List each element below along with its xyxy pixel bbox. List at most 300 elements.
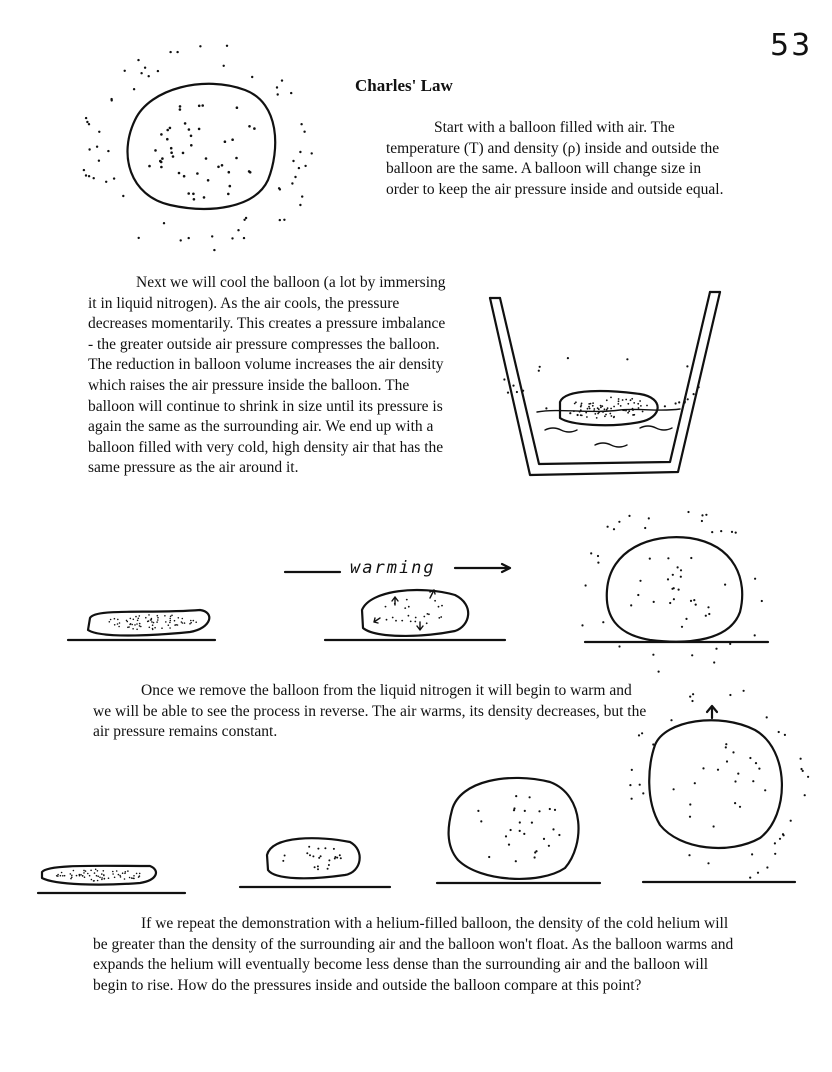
stipple-dot bbox=[754, 578, 756, 580]
stipple-dot bbox=[299, 151, 301, 153]
stipple-dot bbox=[620, 405, 622, 407]
stipple-dot bbox=[82, 875, 84, 877]
stipple-dot bbox=[317, 865, 319, 867]
stipple-dot bbox=[174, 624, 176, 626]
stipple-dot bbox=[127, 870, 129, 872]
stipple-dot bbox=[112, 871, 114, 873]
stipple-dot bbox=[618, 400, 620, 402]
stipple-dot bbox=[438, 617, 440, 619]
stipple-dot bbox=[317, 868, 319, 870]
stipple-dot bbox=[231, 237, 233, 239]
stipple-dot bbox=[687, 511, 689, 513]
stipple-dot bbox=[94, 872, 96, 874]
stipple-dot bbox=[243, 237, 245, 239]
stipple-dot bbox=[735, 532, 737, 534]
stipple-dot bbox=[515, 860, 517, 862]
stipple-dot bbox=[638, 407, 640, 409]
stipple-dot bbox=[684, 400, 686, 402]
stipple-dot bbox=[692, 693, 694, 695]
stipple-dot bbox=[103, 875, 105, 877]
stipple-dot bbox=[804, 794, 806, 796]
stipple-dot bbox=[138, 876, 140, 878]
stipple-dot bbox=[113, 177, 115, 179]
stipple-dot bbox=[166, 138, 169, 141]
stipple-dot bbox=[301, 195, 303, 197]
stipple-dot bbox=[139, 623, 141, 625]
stipple-dot bbox=[508, 844, 510, 846]
stipple-dot bbox=[90, 870, 92, 872]
stipple-dot bbox=[581, 403, 583, 405]
stipple-dot bbox=[507, 392, 509, 394]
stipple-dot bbox=[161, 157, 164, 160]
stipple-dot bbox=[120, 876, 122, 878]
stipple-dot bbox=[597, 555, 599, 557]
stipple-dot bbox=[179, 105, 182, 108]
stipple-dot bbox=[567, 357, 569, 359]
stipple-dot bbox=[228, 171, 231, 174]
stipple-dot bbox=[671, 588, 673, 590]
stipple-dot bbox=[190, 622, 192, 624]
stipple-dot bbox=[83, 169, 85, 171]
stipple-dot bbox=[71, 875, 73, 877]
stipple-dot bbox=[627, 412, 629, 414]
stipple-dot bbox=[646, 405, 648, 407]
stipple-dot bbox=[148, 614, 150, 616]
stipple-dot bbox=[193, 198, 196, 201]
stipple-dot bbox=[639, 784, 641, 786]
stipple-dot bbox=[423, 616, 425, 618]
stipple-dot bbox=[754, 634, 756, 636]
stipple-dot bbox=[597, 407, 599, 409]
stipple-dot bbox=[574, 403, 576, 405]
stipple-dot bbox=[406, 599, 408, 601]
stipple-dot bbox=[778, 731, 780, 733]
liquid-nitrogen-container bbox=[490, 292, 720, 475]
stipple-dot bbox=[488, 856, 490, 858]
warming-label: warming bbox=[350, 558, 436, 578]
stipple-dot bbox=[245, 217, 247, 219]
stipple-dot bbox=[118, 626, 120, 628]
stipple-dot bbox=[590, 552, 592, 554]
stipple-dot bbox=[251, 76, 253, 78]
stipple-dot bbox=[119, 622, 121, 624]
stipple-dot bbox=[153, 622, 155, 624]
stipple-dot bbox=[774, 853, 776, 855]
stipple-dot bbox=[160, 166, 163, 169]
stipple-dot bbox=[596, 417, 598, 419]
stipple-dot bbox=[648, 517, 650, 519]
stipple-dot bbox=[729, 643, 731, 645]
stipple-dot bbox=[685, 618, 687, 620]
stipple-dot bbox=[327, 868, 329, 870]
stipple-dot bbox=[631, 798, 633, 800]
stipple-dot bbox=[248, 170, 251, 173]
stipple-dot bbox=[782, 833, 784, 835]
stipple-dot bbox=[80, 874, 82, 876]
stipple-dot bbox=[114, 624, 116, 626]
stipple-dot bbox=[598, 412, 600, 414]
stipple-dot bbox=[631, 398, 633, 400]
stipple-dot bbox=[187, 192, 190, 195]
stipple-dot bbox=[613, 416, 615, 418]
stipple-dot bbox=[311, 152, 313, 154]
stipple-dot bbox=[103, 874, 105, 876]
stipple-dot bbox=[136, 629, 138, 631]
stipple-dot bbox=[183, 175, 186, 178]
stipple-dot bbox=[278, 187, 280, 189]
stipple-dot bbox=[157, 617, 159, 619]
stipple-dot bbox=[404, 607, 406, 609]
stipple-dot bbox=[227, 193, 230, 196]
stipple-dot bbox=[73, 870, 75, 872]
stipple-dot bbox=[678, 401, 680, 403]
stipple-dot bbox=[395, 620, 397, 622]
stipple-dot bbox=[513, 807, 515, 809]
stipple-dot bbox=[600, 405, 602, 407]
stipple-dot bbox=[110, 98, 112, 100]
stipple-dot bbox=[97, 880, 99, 882]
stipple-dot bbox=[519, 821, 521, 823]
stipple-dot bbox=[580, 409, 582, 411]
stipple-dot bbox=[480, 820, 482, 822]
stipple-dot bbox=[617, 403, 619, 405]
stipple-dot bbox=[630, 604, 632, 606]
stipple-dot bbox=[221, 164, 224, 167]
stipple-dot bbox=[152, 628, 154, 630]
stipple-dot bbox=[510, 829, 512, 831]
stipple-dot bbox=[193, 620, 195, 622]
stipple-dot bbox=[198, 128, 201, 131]
stipple-dot bbox=[89, 875, 91, 877]
stipple-dot bbox=[602, 621, 604, 623]
stipple-dot bbox=[401, 620, 403, 622]
helium-paragraph: If we repeat the demonstration with a helium-filled balloon, the density of the cold helium will be greater than the density of the surrounding air and the balloon won't float. As the balloon warms and expands the helium will eventually become less dense than the surrounding air and the balloon will begin to rise. How do the pressures inside and outside the balloon compare at this point? bbox=[93, 915, 734, 994]
stipple-dot bbox=[87, 873, 89, 875]
stipple-dot bbox=[689, 816, 691, 818]
stipple-dot bbox=[205, 157, 208, 160]
stipple-dot bbox=[752, 780, 754, 782]
stipple-dot bbox=[585, 584, 587, 586]
stipple-dot bbox=[701, 514, 703, 516]
stipple-dot bbox=[545, 407, 547, 409]
stipple-dot bbox=[333, 848, 335, 850]
stipple-dot bbox=[678, 589, 680, 591]
stipple-dot bbox=[314, 866, 316, 868]
stipple-dot bbox=[558, 834, 560, 836]
stipple-dot bbox=[625, 410, 627, 412]
stipple-dot bbox=[784, 734, 786, 736]
stipple-dot bbox=[589, 408, 591, 410]
stipple-dot bbox=[131, 624, 133, 626]
stipple-dot bbox=[178, 617, 180, 619]
stipple-dot bbox=[534, 851, 536, 853]
stipple-dot bbox=[618, 645, 620, 647]
stipple-dot bbox=[600, 407, 602, 409]
stipple-dot bbox=[104, 878, 106, 880]
stipple-dot bbox=[652, 743, 654, 745]
stipple-dot bbox=[749, 757, 751, 759]
stipple-dot bbox=[629, 784, 631, 786]
stipple-dot bbox=[630, 399, 632, 401]
stipple-dot bbox=[627, 403, 629, 405]
stipple-dot bbox=[590, 403, 592, 405]
stipple-dot bbox=[148, 75, 150, 77]
stipple-dot bbox=[160, 133, 163, 136]
stipple-dot bbox=[279, 219, 281, 221]
stipple-dot bbox=[597, 562, 599, 564]
stipple-dot bbox=[729, 694, 731, 696]
stipple-dot bbox=[328, 859, 330, 861]
stipple-dot bbox=[294, 176, 296, 178]
stipple-dot bbox=[88, 175, 90, 177]
stipple-dot bbox=[235, 157, 238, 160]
stipple-dot bbox=[609, 413, 611, 415]
stipple-dot bbox=[88, 123, 90, 125]
page-title: Charles' Law bbox=[355, 76, 453, 95]
stipple-dot bbox=[237, 229, 239, 231]
stipple-dot bbox=[774, 842, 776, 844]
stipple-dot bbox=[133, 619, 135, 621]
stipple-dot bbox=[118, 874, 120, 876]
stipple-dot bbox=[633, 414, 635, 416]
stipple-dot bbox=[766, 716, 768, 718]
stipple-dot bbox=[248, 125, 251, 128]
stipple-dot bbox=[64, 875, 66, 877]
stipple-dot bbox=[300, 123, 302, 125]
stipple-dot bbox=[505, 835, 507, 837]
stipple-dot bbox=[586, 416, 588, 418]
stipple-dot bbox=[226, 45, 228, 47]
stipple-dot bbox=[282, 860, 284, 862]
stipple-dot bbox=[137, 59, 139, 61]
stipple-dot bbox=[434, 600, 436, 602]
stipple-dot bbox=[317, 848, 319, 850]
page-number: 53 bbox=[770, 28, 813, 63]
stipple-dot bbox=[675, 402, 677, 404]
stipple-dot bbox=[708, 613, 710, 615]
stipple-dot bbox=[165, 621, 167, 623]
stipple-dot bbox=[180, 239, 182, 241]
stipple-dot bbox=[689, 803, 691, 805]
stipple-dot bbox=[125, 871, 127, 873]
stipple-dot bbox=[170, 620, 172, 622]
stipple-dot bbox=[618, 398, 620, 400]
stipple-dot bbox=[749, 877, 751, 879]
stipple-dot bbox=[140, 626, 142, 628]
stipple-dot bbox=[597, 413, 599, 415]
stipple-dot bbox=[548, 845, 550, 847]
stipple-dot bbox=[328, 864, 330, 866]
stipple-dot bbox=[623, 409, 625, 411]
warming-sequence bbox=[68, 511, 768, 673]
stipple-dot bbox=[626, 358, 628, 360]
stipple-dot bbox=[279, 188, 281, 190]
stipple-dot bbox=[139, 875, 141, 877]
stipple-dot bbox=[543, 838, 545, 840]
stipple-dot bbox=[711, 531, 713, 533]
stipple-dot bbox=[157, 70, 159, 72]
stipple-dot bbox=[743, 690, 745, 692]
warming-paragraph: Once we remove the balloon from the liquid nitrogen it will begin to warm and we will be able to see the process in reverse. The air warms, its density decreases, but the air pressure remains constant. bbox=[93, 682, 647, 741]
stipple-dot bbox=[601, 405, 603, 407]
stipple-dot bbox=[309, 854, 311, 856]
stipple-dot bbox=[385, 606, 387, 608]
stipple-dot bbox=[602, 411, 604, 413]
stipple-dot bbox=[426, 622, 428, 624]
stipple-dot bbox=[243, 219, 245, 221]
stipple-dot bbox=[175, 624, 177, 626]
stipple-dot bbox=[652, 654, 654, 656]
stipple-dot bbox=[713, 661, 715, 663]
stipple-dot bbox=[664, 405, 666, 407]
stipple-dot bbox=[639, 580, 641, 582]
stipple-dot bbox=[136, 623, 138, 625]
stipple-dot bbox=[201, 104, 204, 107]
stipple-dot bbox=[101, 879, 103, 881]
stipple-dot bbox=[783, 834, 785, 836]
stipple-dot bbox=[670, 719, 672, 721]
stipple-dot bbox=[70, 878, 72, 880]
stipple-dot bbox=[632, 414, 634, 416]
stipple-dot bbox=[631, 769, 633, 771]
stipple-dot bbox=[104, 878, 106, 880]
stipple-dot bbox=[606, 409, 608, 411]
stipple-dot bbox=[98, 160, 100, 162]
stipple-dot bbox=[169, 618, 171, 620]
stipple-dot bbox=[85, 870, 87, 872]
stipple-dot bbox=[632, 409, 634, 411]
stipple-dot bbox=[122, 195, 124, 197]
stipple-dot bbox=[70, 873, 72, 875]
stipple-dot bbox=[628, 410, 630, 412]
stipple-dot bbox=[554, 809, 556, 811]
stipple-dot bbox=[691, 700, 693, 702]
stipple-dot bbox=[93, 177, 95, 179]
stipple-dot bbox=[737, 773, 739, 775]
stipple-dot bbox=[408, 606, 410, 608]
stipple-dot bbox=[790, 820, 792, 822]
stipple-dot bbox=[91, 879, 93, 881]
stipple-dot bbox=[715, 648, 717, 650]
stipple-dot bbox=[580, 414, 582, 416]
stipple-dot bbox=[178, 172, 181, 175]
stipple-dot bbox=[633, 402, 635, 404]
stipple-dot bbox=[93, 880, 95, 882]
stipple-dot bbox=[174, 620, 176, 622]
stipple-dot bbox=[705, 615, 707, 617]
stipple-dot bbox=[592, 405, 594, 407]
stipple-dot bbox=[707, 862, 709, 864]
stipple-dot bbox=[176, 51, 178, 53]
stipple-dot bbox=[552, 828, 554, 830]
stipple-dot bbox=[57, 874, 59, 876]
stipple-dot bbox=[133, 88, 135, 90]
stipple-dot bbox=[138, 237, 140, 239]
stipple-dot bbox=[147, 621, 149, 623]
stipple-dot bbox=[800, 768, 802, 770]
stipple-dot bbox=[673, 598, 675, 600]
stipple-dot bbox=[613, 528, 615, 530]
stipple-dot bbox=[97, 870, 99, 872]
stipple-dot bbox=[618, 521, 620, 523]
stipple-dot bbox=[415, 617, 417, 619]
stipple-dot bbox=[588, 403, 590, 405]
stipple-dot bbox=[236, 106, 239, 109]
stipple-dot bbox=[131, 877, 133, 879]
stipple-dot bbox=[640, 405, 642, 407]
stipple-dot bbox=[731, 531, 733, 533]
stipple-dot bbox=[203, 196, 206, 199]
stipple-dot bbox=[124, 70, 126, 72]
stipple-dot bbox=[324, 847, 326, 849]
stipple-dot bbox=[160, 161, 163, 164]
stipple-dot bbox=[672, 574, 674, 576]
stipple-dot bbox=[182, 618, 184, 620]
stipple-dot bbox=[734, 780, 736, 782]
stipple-dot bbox=[522, 390, 524, 392]
stipple-dot bbox=[198, 105, 201, 108]
stipple-dot bbox=[97, 876, 99, 878]
stipple-dot bbox=[613, 406, 615, 408]
stipple-dot bbox=[168, 624, 170, 626]
stipple-dot bbox=[438, 606, 440, 608]
stipple-dot bbox=[761, 600, 763, 602]
stipple-dot bbox=[99, 877, 101, 879]
intro-paragraph: Start with a balloon filled with air. The temperature (T) and density (ρ) inside and outside the balloon are the same. A balloon will change size in order to keep the air pressure inside and outside equal. bbox=[386, 119, 724, 198]
stipple-dot bbox=[117, 619, 119, 621]
stipple-dot bbox=[156, 621, 158, 623]
stipple-dot bbox=[213, 249, 215, 251]
stipple-dot bbox=[184, 122, 187, 125]
stipple-dot bbox=[124, 873, 126, 875]
stipple-dot bbox=[688, 854, 690, 856]
stipple-dot bbox=[304, 165, 306, 167]
stipple-dot bbox=[83, 872, 85, 874]
stipple-dot bbox=[687, 398, 689, 400]
stipple-dot bbox=[86, 121, 88, 123]
stipple-dot bbox=[669, 602, 671, 604]
stipple-dot bbox=[592, 402, 594, 404]
stipple-dot bbox=[199, 45, 201, 47]
stipple-dot bbox=[312, 855, 314, 857]
stipple-dot bbox=[253, 127, 256, 130]
stipple-dot bbox=[535, 850, 537, 852]
stipple-dot bbox=[144, 67, 146, 69]
stipple-dot bbox=[751, 853, 753, 855]
stipple-dot bbox=[702, 767, 704, 769]
stipple-dot bbox=[392, 617, 394, 619]
stipple-dot bbox=[93, 880, 95, 882]
stipple-dot bbox=[231, 138, 234, 141]
stipple-dot bbox=[138, 618, 140, 620]
stipple-dot bbox=[169, 627, 171, 629]
stipple-dot bbox=[581, 624, 583, 626]
stipple-dot bbox=[512, 385, 514, 387]
stipple-dot bbox=[284, 855, 286, 857]
stipple-dot bbox=[172, 155, 175, 158]
stipple-dot bbox=[802, 770, 804, 772]
stipple-dot bbox=[477, 810, 479, 812]
stipple-dot bbox=[513, 809, 515, 811]
stipple-dot bbox=[195, 621, 197, 623]
stipple-dot bbox=[127, 621, 129, 623]
stipple-dot bbox=[190, 135, 193, 138]
stipple-dot bbox=[79, 874, 81, 876]
stipple-dot bbox=[308, 846, 310, 848]
stipple-dot bbox=[71, 876, 73, 878]
stipple-dot bbox=[56, 875, 58, 877]
stipple-dot bbox=[577, 414, 579, 416]
